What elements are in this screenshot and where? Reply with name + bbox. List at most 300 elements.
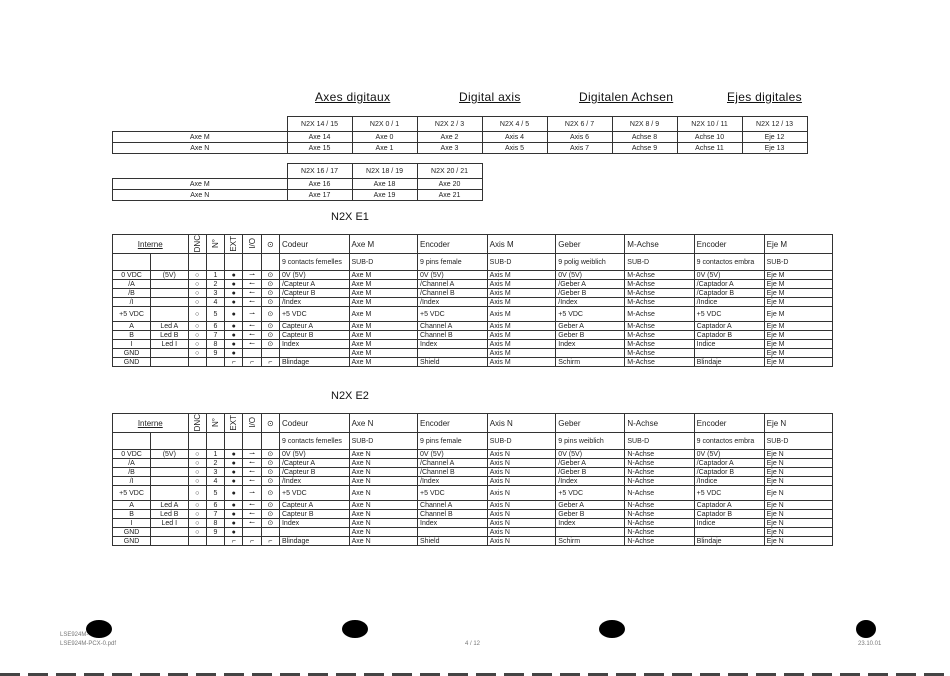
pinout-cell: ⊙: [261, 307, 279, 322]
pinout-cell: [206, 537, 224, 546]
n2x-cell: Axe 20: [417, 179, 482, 190]
pinout-cell: ↼: [243, 298, 261, 307]
pinout-cell: ○: [188, 501, 206, 510]
pinout-cell: /Capteur A: [279, 280, 349, 289]
pinout-cell: ⌐: [225, 358, 243, 367]
n2x-axes-table-1: [112, 116, 808, 154]
pinout-cell: Axis M: [487, 298, 556, 307]
pinout-cell: Shield: [418, 537, 488, 546]
pinout-cell: ↼: [243, 331, 261, 340]
pinout-cell: Eje M: [764, 289, 832, 298]
pinout-cell: /A: [113, 280, 151, 289]
pinout-cell: ⇀: [243, 450, 261, 459]
pinout-row: [113, 280, 833, 289]
pinout-row: [113, 477, 833, 486]
pinout-cell: ○: [188, 271, 206, 280]
pinout-cell: Schirm: [556, 358, 625, 367]
n2x-header-cell: N2X 18 / 19: [352, 164, 417, 179]
pinout-cell: ⊙: [261, 459, 279, 468]
pinout-cell: ●: [225, 340, 243, 349]
pinout-cell: /Captador A: [694, 459, 764, 468]
pinout-cell: N-Achse: [625, 477, 694, 486]
pinout-cell: Eje N: [764, 528, 832, 537]
pinout-row: [113, 501, 833, 510]
pinout-cell: Eje M: [764, 280, 832, 289]
pinout-cell: 4: [206, 298, 224, 307]
punch-hole-3: [599, 620, 625, 638]
pinout-sub-cell: 9 contactos embra: [694, 254, 764, 271]
n2x-cell: Axe 2: [417, 132, 482, 143]
pinout-cell: [151, 477, 188, 486]
pinout-cell: ⇀: [243, 486, 261, 501]
pinout-cell: +5 VDC: [279, 307, 349, 322]
pinout-sub-cell: 9 polig weiblich: [556, 254, 625, 271]
pinout-cell: ○: [188, 340, 206, 349]
pinout-empty-cell: [261, 254, 279, 271]
pinout-header-vertical: EXT: [229, 414, 239, 431]
pinout-cell: Indice: [694, 519, 764, 528]
pinout-empty-cell: [206, 433, 224, 450]
pinout-cell: 0V (5V): [556, 271, 625, 280]
pinout-header-cell: [225, 235, 243, 254]
pinout-cell: Eje M: [764, 349, 832, 358]
pinout-cell: ○: [188, 298, 206, 307]
pinout-row: [113, 349, 833, 358]
pinout-header-vertical: I/O: [247, 238, 257, 249]
pinout-cell: Blindaje: [694, 358, 764, 367]
pinout-cell: Axis N: [487, 537, 556, 546]
punch-hole-1: [86, 620, 112, 638]
pinout-cell: N-Achse: [625, 468, 694, 477]
pinout-cell: ○: [188, 459, 206, 468]
pinout-cell: Geber B: [556, 331, 625, 340]
pinout-cell: ↼: [243, 519, 261, 528]
pinout-cell: Axe M: [349, 340, 417, 349]
pinout-cell: ⊙: [261, 519, 279, 528]
pinout-cell: ↼: [243, 501, 261, 510]
pinout-cell: Index: [556, 340, 625, 349]
pinout-cell: ○: [188, 331, 206, 340]
pinout-cell: Index: [279, 340, 349, 349]
heading-en: Digital axis: [459, 90, 521, 104]
pinout-cell: 5: [206, 307, 224, 322]
pinout-cell: B: [113, 510, 151, 519]
pinout-cell: /Indice: [694, 298, 764, 307]
pinout-cell: /Index: [418, 298, 488, 307]
pinout-cell: /Capteur B: [279, 468, 349, 477]
pinout-cell: Axis N: [487, 468, 556, 477]
pinout-row: [113, 510, 833, 519]
pinout-cell: Eje N: [764, 486, 832, 501]
pinout-sub-cell: SUB-D: [764, 433, 832, 450]
pinout-cell: Eje N: [764, 450, 832, 459]
pinout-cell: Capteur B: [279, 510, 349, 519]
pinout-cell: GND: [113, 358, 151, 367]
n2x-row: [113, 179, 483, 190]
n2x-row-label: Axe N: [113, 190, 288, 201]
pinout-sub-cell: SUB-D: [764, 254, 832, 271]
pinout-header-cell: Axe M: [349, 235, 417, 254]
pinout-cell: ●: [225, 519, 243, 528]
pinout-cell: GND: [113, 537, 151, 546]
pinout-cell: +5 VDC: [113, 486, 151, 501]
pinout-cell: [188, 537, 206, 546]
pinout-cell: ↼: [243, 477, 261, 486]
pinout-empty-cell: [225, 433, 243, 450]
pinout-cell: Index: [279, 519, 349, 528]
pinout-cell: ⌐: [261, 537, 279, 546]
pinout-cell: Axis N: [487, 519, 556, 528]
pinout-header-cell: Axis N: [487, 414, 556, 433]
pinout-cell: M-Achse: [625, 271, 694, 280]
pinout-cell: ↼: [243, 289, 261, 298]
pinout-cell: M-Achse: [625, 331, 694, 340]
pinout-row: [113, 459, 833, 468]
pinout-cell: [694, 528, 764, 537]
pinout-cell: ↼: [243, 322, 261, 331]
pinout-cell: 7: [206, 510, 224, 519]
n2x-cell: Axis 6: [547, 132, 612, 143]
pinout-cell: ●: [225, 459, 243, 468]
pinout-cell: +5 VDC: [418, 486, 488, 501]
pinout-cell: /Geber B: [556, 289, 625, 298]
pinout-cell: ●: [225, 280, 243, 289]
pinout-cell: Geber A: [556, 322, 625, 331]
pinout-header-cell: Codeur: [279, 235, 349, 254]
pinout-cell: [206, 358, 224, 367]
pinout-header-cell: Codeur: [279, 414, 349, 433]
pinout-sub-cell: SUB-D: [349, 254, 417, 271]
pinout-cell: /Channel A: [418, 280, 488, 289]
pinout-cell: Axe N: [349, 459, 417, 468]
pinout-header-cell: [206, 414, 224, 433]
pinout-header-cell: Encoder: [694, 414, 764, 433]
pinout-cell: ⊙: [261, 322, 279, 331]
pinout-cell: ○: [188, 477, 206, 486]
pinout-cell: Channel A: [418, 322, 488, 331]
pinout-header-cell: Eje N: [764, 414, 832, 433]
pinout-header-cell: Encoder: [694, 235, 764, 254]
pinout-row: [113, 486, 833, 501]
pinout-cell: Blindage: [279, 537, 349, 546]
pinout-cell: ○: [188, 349, 206, 358]
pinout-empty-cell: [113, 254, 151, 271]
pinout-cell: /Capteur A: [279, 459, 349, 468]
pinout-cell: Axe N: [349, 519, 417, 528]
n2x-row: [113, 190, 483, 201]
pinout-cell: ●: [225, 477, 243, 486]
pinout-cell: ⊙: [261, 477, 279, 486]
pinout-cell: [151, 537, 188, 546]
pinout-cell: B: [113, 331, 151, 340]
n2x-row: [113, 132, 808, 143]
n2x-cell: Axis 4: [482, 132, 547, 143]
pinout-cell: 9: [206, 528, 224, 537]
pinout-cell: ⌐: [243, 358, 261, 367]
pinout-header-cell: [188, 235, 206, 254]
pinout-cell: (5V): [151, 271, 188, 280]
pinout-header-cell: Encoder: [418, 235, 488, 254]
pinout-cell: Axe M: [349, 298, 417, 307]
pinout-header-cell: [206, 235, 224, 254]
n2x-header-cell: N2X 4 / 5: [482, 117, 547, 132]
pinout-cell: ●: [225, 322, 243, 331]
pinout-cell: /B: [113, 289, 151, 298]
pinout-cell: [243, 349, 261, 358]
pinout-header-cell: Geber: [556, 414, 625, 433]
pinout-cell: +5 VDC: [556, 486, 625, 501]
pinout-cell: /Captador A: [694, 280, 764, 289]
pinout-cell: Eje M: [764, 307, 832, 322]
pinout-header-vertical: N°: [210, 418, 220, 428]
pinout-cell: ○: [188, 280, 206, 289]
pinout-cell: /I: [113, 477, 151, 486]
pinout-empty-cell: [206, 254, 224, 271]
pinout-cell: [151, 280, 188, 289]
pinout-cell: +5 VDC: [279, 486, 349, 501]
pinout-cell: 9: [206, 349, 224, 358]
n2x-cell: Axe 3: [417, 143, 482, 154]
pinout-cell: +5 VDC: [113, 307, 151, 322]
pinout-cell: /B: [113, 468, 151, 477]
pinout-cell: /Channel B: [418, 289, 488, 298]
pinout-cell: +5 VDC: [694, 486, 764, 501]
pinout-header-cell: Interne: [113, 235, 189, 254]
pinout-cell: Axe M: [349, 289, 417, 298]
pinout-cell: Led I: [151, 340, 188, 349]
pinout-empty-cell: [243, 254, 261, 271]
n2x-header-cell: N2X 6 / 7: [547, 117, 612, 132]
pinout-cell: GND: [113, 349, 151, 358]
pinout-cell: ⊙: [261, 450, 279, 459]
pinout-cell: Axe M: [349, 271, 417, 280]
pinout-cell: Axis M: [487, 349, 556, 358]
pinout-cell: Eje M: [764, 331, 832, 340]
pinout-cell: [243, 528, 261, 537]
pinout-cell: ⊙: [261, 510, 279, 519]
pinout-cell: 5: [206, 486, 224, 501]
pinout-header-vertical: DNC: [192, 235, 202, 253]
pinout-row: [113, 298, 833, 307]
n2x-cell: Axis 7: [547, 143, 612, 154]
pinout-cell: ○: [188, 519, 206, 528]
heading-es: Ejes digitales: [727, 90, 802, 104]
pinout-cell: ↼: [243, 340, 261, 349]
pinout-cell: ●: [225, 307, 243, 322]
n2x-header-cell: N2X 10 / 11: [677, 117, 742, 132]
pinout-cell: [151, 459, 188, 468]
pinout-cell: Geber A: [556, 501, 625, 510]
pinout-cell: ●: [225, 298, 243, 307]
pinout-sub-cell: 9 contactos embra: [694, 433, 764, 450]
n2x-header-cell: N2X 0 / 1: [352, 117, 417, 132]
pinout-header-cell: M-Achse: [625, 235, 694, 254]
pinout-cell: [188, 358, 206, 367]
pinout-cell: ↼: [243, 459, 261, 468]
n2x-cell: Axe 1: [352, 143, 417, 154]
pinout-cell: [556, 349, 625, 358]
pinout-sub-cell: SUB-D: [487, 254, 556, 271]
pinout-cell: Index: [418, 340, 488, 349]
n2x-cell: Axe 17: [287, 190, 352, 201]
pinout-cell: Axis M: [487, 358, 556, 367]
pinout-cell: /Channel A: [418, 459, 488, 468]
n2x-cell: Eje 13: [742, 143, 807, 154]
n2x-cell: Axis 5: [482, 143, 547, 154]
pinout-cell: 0V (5V): [418, 271, 488, 280]
pinout-cell: [418, 528, 488, 537]
n2x-header-cell: N2X 8 / 9: [612, 117, 677, 132]
pinout-cell: ●: [225, 450, 243, 459]
pinout-header-row: [113, 235, 833, 254]
pinout-row: [113, 468, 833, 477]
pinout-header-cell: Geber: [556, 235, 625, 254]
pinout-cell: ●: [225, 289, 243, 298]
pinout-cell: Led A: [151, 322, 188, 331]
pinout-cell: Axe M: [349, 307, 417, 322]
pinout-cell: ⊙: [261, 501, 279, 510]
pinout-cell: 1: [206, 450, 224, 459]
n2x-header-cell: N2X 12 / 13: [742, 117, 807, 132]
pinout-cell: Axis N: [487, 528, 556, 537]
pinout-cell: N-Achse: [625, 486, 694, 501]
pinout-cell: Axis N: [487, 450, 556, 459]
section-title-e1: N2X E1: [331, 211, 369, 223]
pinout-cell: [151, 468, 188, 477]
pinout-cell: /I: [113, 298, 151, 307]
pinout-cell: Axis N: [487, 501, 556, 510]
pinout-cell: 7: [206, 331, 224, 340]
pinout-header-vertical: DNC: [192, 414, 202, 432]
n2x-cell: Achse 11: [677, 143, 742, 154]
pinout-cell: ○: [188, 510, 206, 519]
pinout-table-e2: [112, 413, 833, 546]
pinout-cell: Index: [418, 519, 488, 528]
pinout-cell: ⊙: [261, 468, 279, 477]
n2x-header-cell: N2X 20 / 21: [417, 164, 482, 179]
pinout-cell: M-Achse: [625, 358, 694, 367]
heading-fr: Axes digitaux: [315, 90, 391, 104]
pinout-cell: 2: [206, 459, 224, 468]
pinout-cell: I: [113, 340, 151, 349]
pinout-cell: Led A: [151, 501, 188, 510]
pinout-cell: Eje N: [764, 501, 832, 510]
pinout-cell: ↼: [243, 468, 261, 477]
pinout-cell: 0V (5V): [556, 450, 625, 459]
pinout-cell: /Index: [279, 477, 349, 486]
pinout-cell: Eje N: [764, 459, 832, 468]
pinout-cell: ⌐: [225, 537, 243, 546]
pinout-header-cell: [225, 414, 243, 433]
pinout-cell: M-Achse: [625, 298, 694, 307]
pinout-sub-cell: 9 pins female: [418, 254, 488, 271]
pinout-cell: 4: [206, 477, 224, 486]
pinout-header-cell: [188, 414, 206, 433]
pinout-cell: ●: [225, 501, 243, 510]
pinout-cell: ⇀: [243, 271, 261, 280]
pinout-cell: [151, 307, 188, 322]
pinout-cell: Eje M: [764, 358, 832, 367]
pinout-row: [113, 289, 833, 298]
pinout-cell: [279, 349, 349, 358]
pinout-cell: Eje N: [764, 477, 832, 486]
pinout-cell: Axe N: [349, 486, 417, 501]
footer-date: 23.10.01: [858, 641, 882, 647]
pinout-cell: /Capteur B: [279, 289, 349, 298]
punch-hole-4: [856, 620, 876, 638]
pinout-header-vertical: N°: [210, 239, 220, 249]
pinout-cell: ○: [188, 486, 206, 501]
pinout-cell: Captador A: [694, 322, 764, 331]
n2x-cell: Axe 21: [417, 190, 482, 201]
pinout-cell: Eje N: [764, 510, 832, 519]
pinout-header-cell: Axe N: [349, 414, 417, 433]
pinout-cell: 0V (5V): [418, 450, 488, 459]
pinout-cell: [261, 349, 279, 358]
n2x-cell: Achse 8: [612, 132, 677, 143]
pinout-cell: ↼: [243, 280, 261, 289]
pinout-cell: [694, 349, 764, 358]
n2x-cell: Axe 14: [287, 132, 352, 143]
footer-file-1: LSE924M-: [60, 632, 89, 638]
pinout-empty-cell: [151, 254, 188, 271]
pinout-cell: [279, 528, 349, 537]
pinout-header-cell: Eje M: [764, 235, 832, 254]
pinout-cell: Axis N: [487, 477, 556, 486]
pinout-cell: GND: [113, 528, 151, 537]
pinout-empty-cell: [113, 433, 151, 450]
pinout-cell: Channel B: [418, 510, 488, 519]
pinout-cell: Axe N: [349, 468, 417, 477]
pinout-cell: ○: [188, 468, 206, 477]
section-title-e2: N2X E2: [331, 390, 369, 402]
pinout-cell: Axis M: [487, 289, 556, 298]
pinout-cell: 3: [206, 289, 224, 298]
pinout-cell: +5 VDC: [694, 307, 764, 322]
n2x-cell: Axe 15: [287, 143, 352, 154]
n2x-cell: Achse 9: [612, 143, 677, 154]
pinout-cell: Capteur B: [279, 331, 349, 340]
n2x-cell: Axe 19: [352, 190, 417, 201]
pinout-cell: 0 VDC: [113, 450, 151, 459]
pinout-cell: 8: [206, 519, 224, 528]
pinout-sub-cell: 9 contacts femelles: [279, 433, 349, 450]
pinout-cell: Axe N: [349, 501, 417, 510]
pinout-cell: Axe M: [349, 322, 417, 331]
pinout-cell: Eje N: [764, 468, 832, 477]
pinout-cell: [151, 349, 188, 358]
pinout-cell: Axe M: [349, 349, 417, 358]
pinout-cell: Capteur A: [279, 501, 349, 510]
pinout-cell: ⊙: [261, 331, 279, 340]
pinout-cell: Led B: [151, 331, 188, 340]
pinout-cell: Axe M: [349, 331, 417, 340]
heading-de: Digitalen Achsen: [579, 90, 674, 104]
pinout-sub-cell: 9 contacts femelles: [279, 254, 349, 271]
pinout-cell: /Geber A: [556, 459, 625, 468]
pinout-cell: Axe N: [349, 537, 417, 546]
pinout-cell: /Indice: [694, 477, 764, 486]
pinout-row: [113, 307, 833, 322]
pinout-header-vertical: EXT: [229, 235, 239, 252]
pinout-cell: /Index: [279, 298, 349, 307]
pinout-cell: /Index: [556, 477, 625, 486]
pinout-cell: Axis M: [487, 271, 556, 280]
pinout-cell: Schirm: [556, 537, 625, 546]
n2x-row: [113, 143, 808, 154]
pinout-cell: /Captador B: [694, 468, 764, 477]
pinout-cell: N-Achse: [625, 450, 694, 459]
